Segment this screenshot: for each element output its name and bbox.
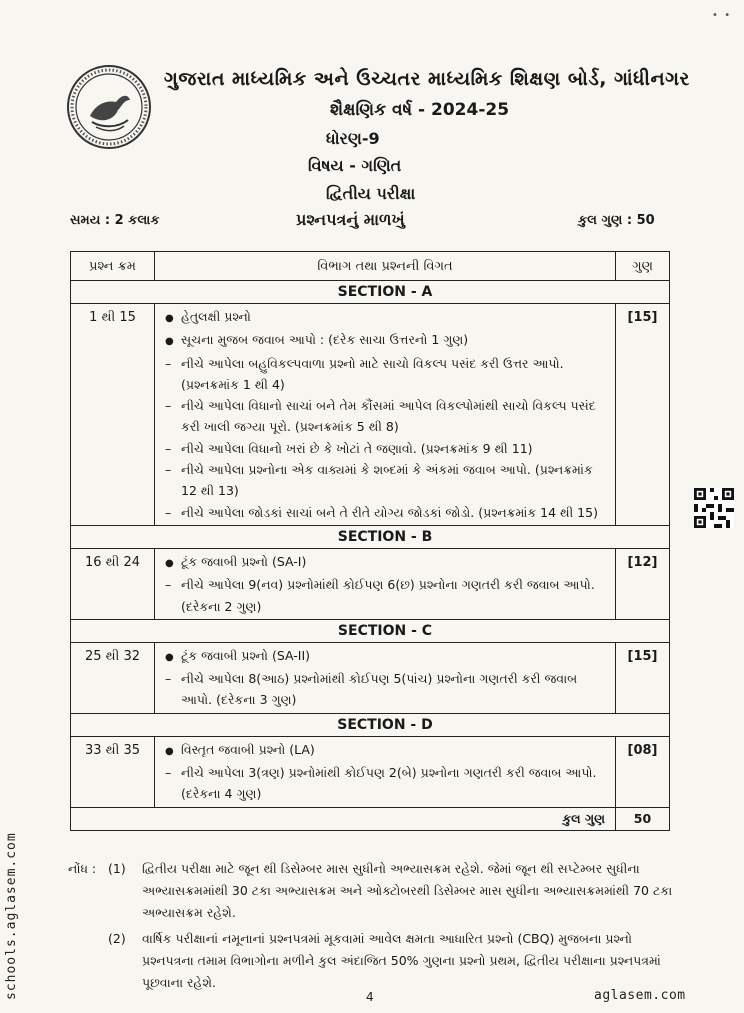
scan-mark: • • <box>712 10 731 21</box>
bullet-item: ● હેતુલક્ષી પ્રશ્નો <box>165 306 607 329</box>
subject: વિષય - ગણિત <box>308 156 402 175</box>
note-text: દ્વિતીય પરીક્ષા માટે જૂન થી ડિસેમ્બર માસ સુધીનો અભ્યાસક્રમ રહેશે. જેમાં જૂન થી સપ્ટેમ્બર સુધીના અભ્યાસક્રમમાંથી 30 ટકા અભ્યાસક્રમ અને ઓક્ટોબરથી ડિસેમ્બર માસ સુધીના અભ્યાસક્રમમાંથી 70 ટકા અભ્યાસક્રમ રહેશે. <box>142 861 673 920</box>
total-row <box>71 807 670 830</box>
notes-label: નોંધ : <box>68 861 97 876</box>
academic-year: શૈક્ષણિક વર્ષ - 2024-25 <box>330 100 510 120</box>
section-header-row <box>71 619 670 642</box>
watermark-bottom: aglasem.com <box>594 988 686 1003</box>
dash-item: – નીચે આપેલા બહુવિકલ્પવાળા પ્રશ્નો માટે સાચો વિકલ્પ પસંદ કરી ઉત્તર આપો. (પ્રશ્નક્રમાંક 1 થી 4) <box>165 353 607 396</box>
section-title: SECTION - C <box>155 619 616 642</box>
question-range: 25 થી 32 <box>71 642 155 713</box>
watermark-left: schools.aglasem.com <box>4 832 19 1000</box>
total-marks: કુલ ગુણ : 50 <box>578 213 655 228</box>
bullet-item: ● સૂચના મુજબ જવાબ આપો : (દરેક સાચા ઉત્તરનો 1 ગુણ) <box>165 329 607 352</box>
note-number: (1) <box>108 861 126 876</box>
note-2 <box>68 928 678 994</box>
paper-title: પ્રશ્નપત્રનું માળખું <box>296 210 405 229</box>
section-details <box>155 736 616 807</box>
note-1 <box>68 858 678 924</box>
section-marks: [08] <box>616 736 670 807</box>
dash-item: – નીચે આપેલા જોડકાં સાચાં બને તે રીતે યોગ્ય જોડકાં જોડો. (પ્રશ્નક્રમાંક 14 થી 15) <box>165 502 607 523</box>
dash-item: – નીચે આપેલા 9(નવ) પ્રશ્નોમાંથી કોઈપણ 6(છ) પ્રશ્નોના ગણતરી કરી જવાબ આપો. (દરેકના 2 ગુણ) <box>165 574 607 617</box>
section-details <box>155 642 616 713</box>
note-text: વાર્ષિક પરીક્ષાનાં નમૂનાનાં પ્રશ્નપત્રમાં મૂકવામાં આવેલ ક્ષમતા આધારિત પ્રશ્નો (CBQ) મુજબના પ્રશ્નો પ્રશ્નપત્રના તમામ વિભાગોના મળીને કુલ અંદાજિત 50% ગુણના પ્રશ્નો પ્રથમ, દ્વિતીય પરીક્ષાના પ્રશ્નપત્રમાં પૂછવાના રહેશે. <box>142 931 661 990</box>
header-question-no: પ્રશ્ન ક્રમ <box>71 252 155 281</box>
dash-item: – નીચે આપેલા 3(ત્રણ) પ્રશ્નોમાંથી કોઈપણ 2(બે) પ્રશ્નોના ગણતરી કરી જવાબ આપો. (દરેકના 4 ગુણ) <box>165 762 607 805</box>
dash-item: – નીચે આપેલા 8(આઠ) પ્રશ્નોમાંથી કોઈપણ 5(પાંચ) પ્રશ્નોના ગણતરી કરી જવાબ આપો. (દરેકના 3 ગુણ) <box>165 668 607 711</box>
section-title: SECTION - A <box>155 281 616 304</box>
dash-item: – નીચે આપેલા વિધાનો સાચાં બને તેમ કૌંસમાં આપેલ વિકલ્પોમાંથી સાચો વિકલ્પ પસંદ કરી ખાલી જગ્યા પૂરો. (પ્રશ્નક્રમાંક 5 થી 8) <box>165 395 607 438</box>
section-marks: [15] <box>616 304 670 526</box>
section-details <box>155 548 616 619</box>
header-marks: ગુણ <box>616 252 670 281</box>
dash-item: – નીચે આપેલા વિધાનો ખરાં છે કે ખોટાં તે જણાવો. (પ્રશ્નક્રમાંક 9 થી 11) <box>165 438 607 459</box>
exam-time: સમય : 2 કલાક <box>70 213 160 228</box>
section-title: SECTION - B <box>155 525 616 548</box>
dash-item: – નીચે આપેલા પ્રશ્નોના એક વાક્યમાં કે શબ્દમાં કે અંકમાં જવાબ આપો. (પ્રશ્નક્રમાંક 12 થી 13) <box>165 459 607 502</box>
standard: ધોરણ-9 <box>326 129 380 148</box>
board-seal-icon <box>66 64 152 150</box>
question-range: 16 થી 24 <box>71 548 155 619</box>
exam-name: દ્વિતીય પરીક્ષા <box>326 184 416 203</box>
section-content-row <box>71 736 670 807</box>
total-value: 50 <box>616 807 670 830</box>
section-details <box>155 304 616 526</box>
question-range: 33 થી 35 <box>71 736 155 807</box>
section-header-row <box>71 713 670 736</box>
section-marks: [15] <box>616 642 670 713</box>
header-details: વિભાગ તથા પ્રશ્નની વિગત <box>155 252 616 281</box>
blueprint-table <box>70 251 670 831</box>
section-title: SECTION - D <box>155 713 616 736</box>
qr-code-icon <box>694 488 734 528</box>
note-number: (2) <box>108 931 126 946</box>
section-header-row <box>71 281 670 304</box>
question-range: 1 થી 15 <box>71 304 155 526</box>
notes <box>68 858 678 994</box>
section-content-row <box>71 548 670 619</box>
bullet-item: ● ટૂંક જવાબી પ્રશ્નો (SA-II) <box>165 645 607 668</box>
section-marks: [12] <box>616 548 670 619</box>
bullet-item: ● ટૂંક જવાબી પ્રશ્નો (SA-I) <box>165 551 607 574</box>
table-header-row <box>71 252 670 281</box>
bullet-item: ● વિસ્તૃત જવાબી પ્રશ્નો (LA) <box>165 739 607 762</box>
total-label: કુલ ગુણ <box>71 807 616 830</box>
board-name: ગુજરાત માધ્યમિક અને ઉચ્ચતર માધ્યમિક શિક્ષણ બોર્ડ, ગાંધીનગર <box>164 68 690 90</box>
section-content-row <box>71 304 670 526</box>
section-header-row <box>71 525 670 548</box>
section-content-row <box>71 642 670 713</box>
page-number: 4 <box>366 990 374 1004</box>
